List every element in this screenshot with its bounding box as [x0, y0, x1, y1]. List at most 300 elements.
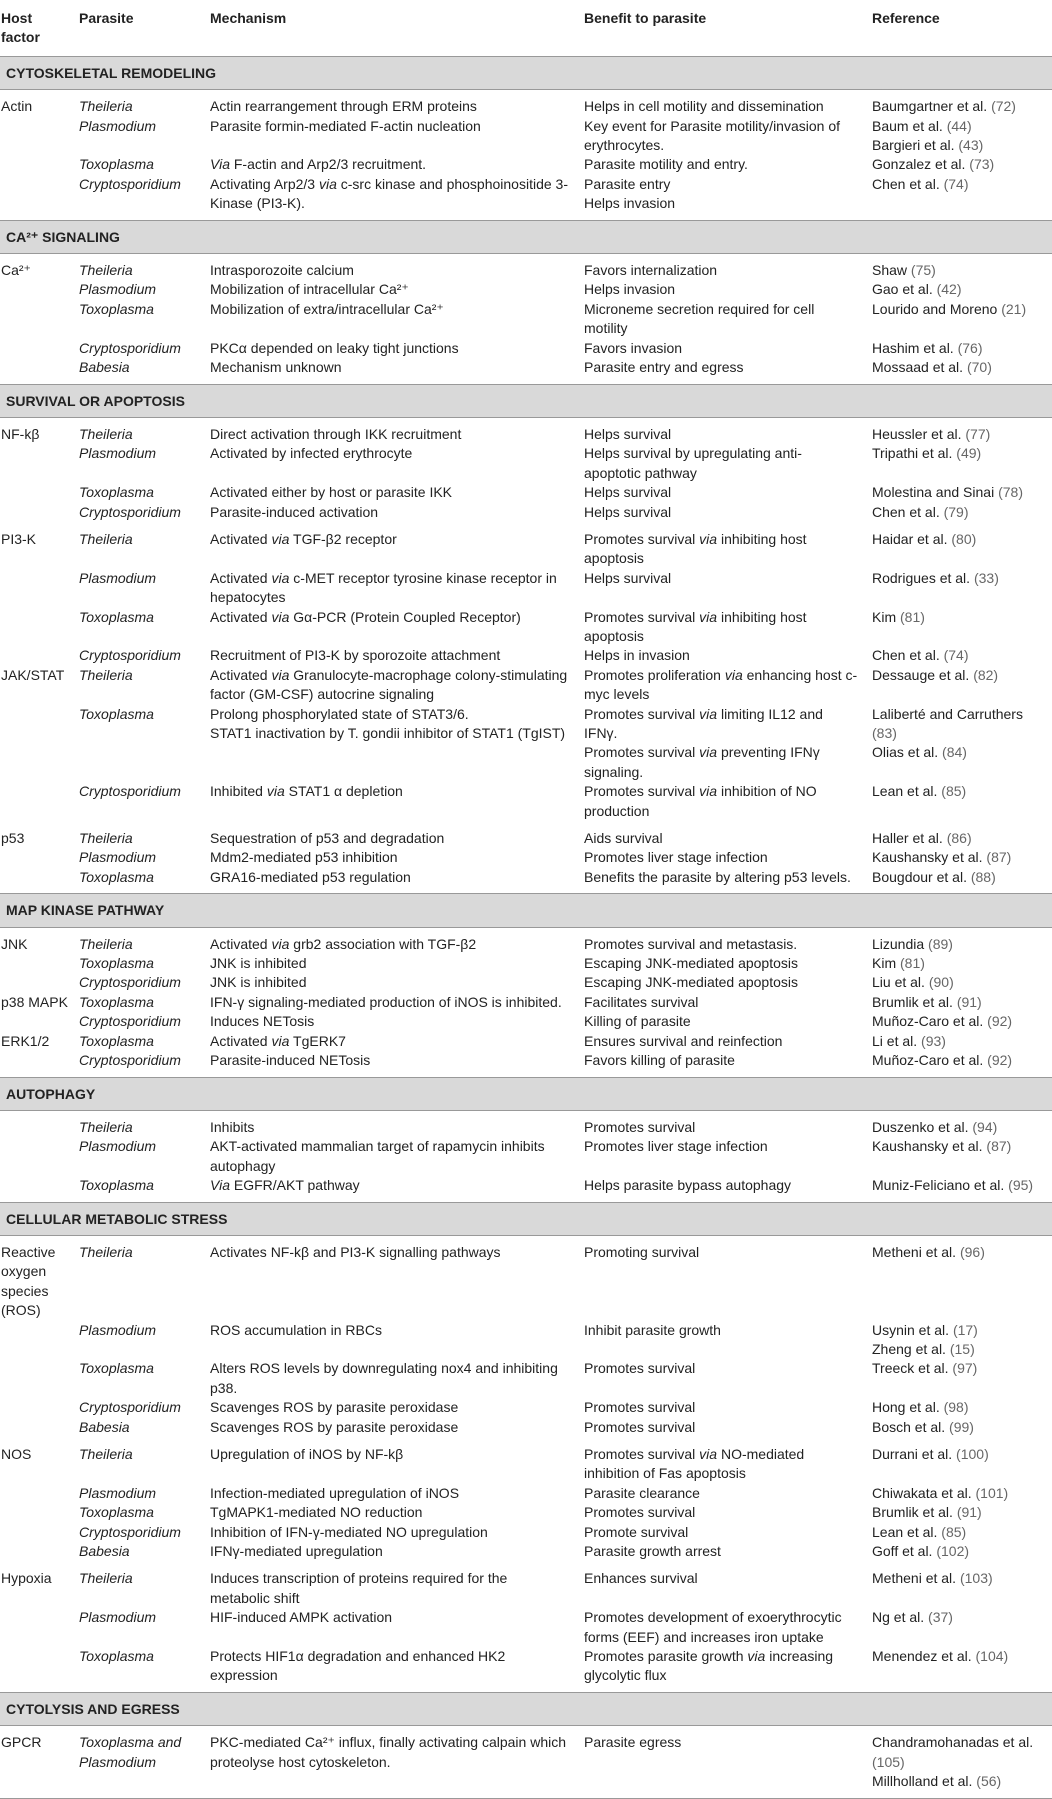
host-factor-cell: [0, 1051, 73, 1077]
reference-number: (85): [941, 783, 967, 800]
table-row: [0, 280, 1052, 299]
reference-author: Chen et al.: [872, 175, 940, 192]
reference-number: (81): [900, 955, 925, 972]
mechanism-cell: Activated via Granulocyte-macrophage colony-stimulating factor (GM-CSF) autocrine signaling: [210, 666, 568, 703]
benefit-cell: Promoting survival: [584, 1243, 700, 1260]
reference-cell: [862, 1608, 1052, 1647]
mechanism-cell: Activated via Gα-PCR (Protein Coupled Receptor): [210, 608, 521, 625]
host-factor-cell: ERK1/2: [1, 1032, 50, 1049]
reference-author: Tripathi et al.: [872, 445, 953, 462]
mechanism-cell: Activated via c-MET receptor tyrosine kinase receptor in hepatocytes: [210, 569, 557, 606]
mechanism-cell: Parasite-induced NETosis: [210, 1052, 371, 1069]
mechanism-cell: PKCα depended on leaky tight junctions: [210, 339, 459, 356]
mechanism-cell: Actin rearrangement through ERM proteins: [210, 98, 477, 115]
benefit-cell: Microneme secretion required for cell motility: [584, 300, 815, 337]
reference-author: Zheng et al.: [872, 1340, 946, 1357]
mechanism-cell: GRA16-mediated p53 regulation: [210, 868, 411, 885]
host-factor-cell: [0, 280, 73, 299]
section-header-row: [0, 1202, 1052, 1235]
table-row: [0, 300, 1052, 339]
reference-number: (102): [936, 1543, 970, 1560]
reference-cell: [862, 848, 1052, 867]
mechanism-cell: Activated via TgERK7: [210, 1032, 346, 1049]
reference-author: Millholland et al.: [872, 1773, 973, 1790]
parasite-cell: Toxoplasma: [79, 868, 154, 885]
parasite-cell: Theileria: [79, 1570, 133, 1587]
reference-author: Usynin et al.: [872, 1321, 950, 1338]
table-row: [0, 522, 1052, 569]
table-body: [0, 56, 1052, 1798]
benefit-cell: Inhibit parasite growth: [584, 1321, 721, 1338]
section-title: CA²⁺ SIGNALING: [0, 220, 1052, 253]
parasite-cell: Plasmodium: [79, 849, 157, 866]
host-factor-cell: [0, 782, 73, 821]
mechanism-cell: Mobilization of extra/intracellular Ca²⁺: [210, 300, 444, 317]
host-factor-cell: [0, 868, 73, 894]
benefit-cell: Benefits the parasite by altering p53 levels.: [584, 868, 851, 885]
reference-number: (91): [956, 993, 982, 1010]
parasite-cell: Cryptosporidium: [79, 503, 181, 520]
reference-number: (93): [921, 1032, 946, 1049]
host-factor-cell: NF-kβ: [1, 425, 40, 442]
mechanism-cell: Activated by infected erythrocyte: [210, 445, 413, 462]
reference-number: (85): [941, 1523, 967, 1540]
reference-number: (76): [957, 339, 983, 356]
host-factor-cell: Hypoxia: [1, 1570, 52, 1587]
reference-number: (72): [991, 98, 1016, 115]
benefit-cell: Ensures survival and reinfection: [584, 1032, 783, 1049]
reference-author: Kim: [872, 608, 897, 625]
section-header-row: [0, 894, 1052, 927]
reference-number: (95): [1008, 1177, 1034, 1194]
benefit-cell: Favors invasion: [584, 339, 683, 356]
reference-number: (17): [952, 1321, 978, 1338]
reference-cell: [862, 1503, 1052, 1522]
table-row: [0, 1523, 1052, 1542]
benefit-cell: Facilitates survival: [584, 993, 699, 1010]
host-factor-cell: [0, 1418, 73, 1437]
reference-cell: [862, 705, 1052, 783]
reference-author: Mossaad et al.: [872, 359, 964, 376]
reference-number: (42): [936, 281, 962, 298]
benefit-cell: Helps survival by upregulating anti-apoptotic pathway: [584, 445, 802, 481]
parasite-cell: Cryptosporidium: [79, 1013, 181, 1030]
benefit-cell: Promote survival: [584, 1523, 689, 1540]
table-row: [0, 175, 1052, 220]
benefit-cell: Promotes survival via inhibiting host apoptosis: [584, 530, 807, 567]
reference-author: Chandramohanadas et al.: [872, 1734, 1034, 1751]
reference-cell: [862, 1542, 1052, 1561]
benefit-cell: Favors internalization: [584, 262, 718, 279]
reference-number: (83): [872, 725, 897, 741]
mechanism-cell: Via EGFR/AKT pathway: [210, 1177, 360, 1194]
host-factor-cell: [0, 1137, 73, 1176]
reference-number: (44): [946, 117, 972, 134]
reference-author: Ng et al.: [872, 1609, 925, 1626]
mechanism-cell: Via F-actin and Arp2/3 recruitment.: [210, 156, 427, 173]
parasite-cell: Babesia: [79, 1543, 130, 1560]
mechanism-cell: IFN-γ signaling-mediated production of iNOS is inhibited.: [210, 993, 562, 1010]
mechanism-cell: JNK is inhibited: [210, 955, 307, 972]
parasite-cell: Theileria: [79, 1446, 133, 1462]
reference-cell: [862, 646, 1052, 665]
parasite-cell: Theileria: [79, 98, 133, 115]
benefit-cell: Promotes survival via inhibition of NO production: [584, 783, 817, 819]
reference-number: (101): [975, 1484, 1009, 1501]
reference-author: Kaushansky et al.: [872, 849, 983, 866]
reference-author: Dessauge et al.: [872, 666, 970, 683]
header-reference: Reference: [862, 0, 1052, 56]
section-title: MAP KINASE PATHWAY: [0, 894, 1052, 927]
reference-number: (105): [872, 1753, 905, 1770]
table-row: [0, 608, 1052, 647]
mechanism-cell: Activating Arp2/3 via c-src kinase and phosphoinositide 3-Kinase (PI3-K).: [210, 175, 568, 212]
parasite-cell: Cryptosporidium: [79, 175, 181, 192]
reference-cell: [862, 1032, 1052, 1051]
table-row: [0, 444, 1052, 483]
reference-number: (33): [973, 569, 999, 586]
parasite-cell: Theileria: [79, 530, 133, 547]
table-row: [0, 954, 1052, 973]
reference-cell: [862, 1561, 1052, 1608]
host-factor-cell: [0, 1503, 73, 1522]
benefit-cell: Key event for Parasite motility/invasion of erythrocytes.: [584, 117, 841, 154]
host-factor-cell: [0, 569, 73, 608]
benefit-cell: Helps in invasion: [584, 647, 690, 664]
reference-number: (92): [987, 1052, 1013, 1069]
parasite-cell: Toxoplasma: [79, 1504, 154, 1521]
table-row: [0, 1359, 1052, 1398]
parasite-cell: Toxoplasma: [79, 1360, 154, 1377]
benefit-cell: Aids survival: [584, 830, 663, 847]
benefit-cell: Helps survival: [584, 503, 672, 520]
reference-cell: [862, 782, 1052, 821]
mechanism-cell: Inhibits: [210, 1118, 255, 1135]
table-row: [0, 1484, 1052, 1503]
benefit-cell: Parasite entry Helps invasion: [584, 175, 676, 212]
host-factor-cell: Ca²⁺: [1, 262, 31, 279]
host-factor-cell: [0, 1608, 73, 1647]
header-mechanism: Mechanism: [199, 0, 574, 56]
mechanism-cell: Activated via grb2 association with TGF-β2: [210, 935, 477, 952]
reference-number: (43): [958, 137, 984, 154]
reference-author: Hong et al.: [872, 1399, 940, 1416]
reference-author: Brumlik et al.: [872, 1504, 953, 1521]
reference-cell: [862, 973, 1052, 992]
benefit-cell: Promotes survival via NO-mediated inhibition of Fas apoptosis: [584, 1446, 805, 1482]
reference-cell: [862, 569, 1052, 608]
table-row: [0, 503, 1052, 522]
table-row: [0, 569, 1052, 608]
reference-number: (81): [900, 608, 925, 625]
reference-cell: [862, 993, 1052, 1012]
reference-number: (98): [943, 1399, 969, 1416]
host-factor-cell: [0, 646, 73, 665]
section-header-row: [0, 1077, 1052, 1110]
reference-cell: [862, 1398, 1052, 1417]
reference-author: Menendez et al.: [872, 1648, 972, 1665]
table-row: [0, 1561, 1052, 1608]
benefit-cell: Parasite clearance: [584, 1484, 700, 1501]
reference-number: (15): [949, 1340, 975, 1357]
reference-number: (73): [969, 156, 995, 173]
reference-cell: [862, 954, 1052, 973]
header-row: [0, 0, 1052, 56]
parasite-cell: Plasmodium: [79, 569, 157, 586]
benefit-cell: Promotes survival: [584, 1418, 696, 1435]
reference-cell: [862, 1359, 1052, 1398]
section-title: SURVIVAL OR APOPTOSIS: [0, 384, 1052, 417]
reference-cell: [862, 1418, 1052, 1437]
reference-number: (96): [959, 1243, 985, 1260]
reference-number: (100): [956, 1446, 989, 1462]
table-row: [0, 483, 1052, 502]
mechanism-cell: Protects HIF1α degradation and enhanced HK2 expression: [210, 1648, 506, 1684]
section-header-row: [0, 56, 1052, 89]
host-factor-cell: [0, 1398, 73, 1417]
reference-cell: [862, 1523, 1052, 1542]
benefit-cell: Escaping JNK-mediated apoptosis: [584, 974, 799, 991]
reference-cell: [862, 1110, 1052, 1137]
table-row: [0, 782, 1052, 821]
parasite-cell: Theileria: [79, 1118, 133, 1135]
mechanism-cell: ROS accumulation in RBCs: [210, 1321, 382, 1338]
reference-cell: [862, 1321, 1052, 1360]
parasite-cell: Theileria: [79, 666, 133, 683]
parasite-cell: Toxoplasma and Plasmodium: [73, 1726, 199, 1798]
mechanism-cell: Sequestration of p53 and degradation: [210, 830, 445, 847]
reference-cell: [862, 1012, 1052, 1031]
parasite-cell: Cryptosporidium: [79, 1399, 181, 1416]
table-row: [0, 1726, 1052, 1798]
reference-number: (49): [956, 445, 982, 462]
reference-number: (104): [975, 1648, 1009, 1665]
table-row: [0, 1137, 1052, 1176]
mechanism-cell: Mechanism unknown: [210, 359, 342, 376]
benefit-cell: Promotes survival: [584, 1399, 696, 1416]
reference-author: Baum et al.: [872, 117, 943, 134]
benefit-cell: Helps survival: [584, 425, 672, 442]
mechanism-cell: Induces transcription of proteins required for the metabolic shift: [210, 1570, 508, 1606]
mechanism-cell: Activated via TGF-β2 receptor: [210, 530, 397, 547]
benefit-cell: Promotes liver stage infection: [584, 849, 768, 866]
table-row: [0, 90, 1052, 117]
host-factor-cell: [0, 175, 73, 220]
mechanism-cell: Recruitment of PI3-K by sporozoite attachment: [210, 647, 501, 664]
section-title: CYTOSKELETAL REMODELING: [0, 56, 1052, 89]
section-header-row: [0, 384, 1052, 417]
reference-author: Chiwakata et al.: [872, 1484, 972, 1501]
parasite-cell: Theileria: [79, 935, 133, 952]
reference-number: (74): [943, 647, 969, 664]
reference-number: (78): [998, 484, 1023, 501]
reference-number: (37): [928, 1609, 953, 1626]
benefit-cell: Promotes parasite growth via increasing glycolytic flux: [584, 1648, 834, 1684]
table-row: [0, 821, 1052, 848]
mechanism-cell: Intrasporozoite calcium: [210, 262, 354, 279]
reference-author: Muniz-Feliciano et al.: [872, 1177, 1005, 1194]
reference-number: (82): [973, 666, 999, 683]
host-factor-cell: [0, 1012, 73, 1031]
reference-number: (21): [1001, 300, 1027, 317]
table-row: [0, 646, 1052, 665]
benefit-cell: Helps survival: [584, 484, 672, 501]
reference-cell: [862, 1437, 1052, 1484]
mechanism-cell: Upregulation of iNOS by NF-kβ: [210, 1446, 404, 1462]
reference-author: Heussler et al.: [872, 425, 962, 442]
host-factor-cell: [0, 848, 73, 867]
table-row: [0, 666, 1052, 705]
mechanism-cell: Mobilization of intracellular Ca²⁺: [210, 281, 409, 298]
reference-author: Bosch et al.: [872, 1418, 946, 1435]
benefit-cell: Parasite entry and egress: [584, 359, 744, 376]
host-factor-cell: PI3-K: [1, 530, 37, 547]
reference-number: (74): [943, 175, 969, 192]
parasite-cell: Toxoplasma: [79, 955, 154, 972]
reference-author: Chen et al.: [872, 647, 940, 664]
parasite-cell: Cryptosporidium: [79, 1052, 181, 1069]
parasite-cell: Toxoplasma: [79, 300, 154, 317]
mechanism-cell: Prolong phosphorylated state of STAT3/6. STAT1 inactivation by T. gondii inhibitor of STAT1 (TgIST): [210, 705, 566, 741]
host-factor-cell: NOS: [1, 1446, 32, 1462]
parasite-cell: Toxoplasma: [79, 156, 154, 173]
benefit-cell: Helps invasion: [584, 281, 676, 298]
mechanism-cell: Direct activation through IKK recruitment: [210, 425, 462, 442]
parasite-cell: Plasmodium: [79, 1609, 157, 1626]
reference-number: (84): [942, 744, 967, 761]
host-factor-cell: p38 MAPK: [1, 993, 68, 1010]
parasite-cell: Theileria: [79, 262, 133, 279]
section-header-row: [0, 1692, 1052, 1725]
reference-author: Chen et al.: [872, 503, 940, 520]
table-row: [0, 417, 1052, 444]
reference-number: (77): [965, 425, 991, 442]
benefit-cell: Escaping JNK-mediated apoptosis: [584, 955, 799, 972]
parasite-cell: Cryptosporidium: [79, 339, 181, 356]
header-host-factor: Host factor: [0, 0, 73, 56]
reference-number: (90): [928, 974, 954, 991]
benefit-cell: Promotes proliferation via enhancing host c-myc levels: [584, 666, 858, 703]
mechanism-cell: Inhibition of IFN-γ-mediated NO upregulation: [210, 1523, 488, 1540]
host-factor-cell: [0, 155, 73, 174]
reference-number: (88): [970, 868, 996, 885]
benefit-cell: Promotes development of exoerythrocytic forms (EEF) and increases iron uptake: [584, 1609, 842, 1645]
reference-cell: [862, 358, 1052, 384]
reference-author: Goff et al.: [872, 1543, 933, 1560]
reference-author: Baumgartner et al.: [872, 98, 988, 115]
benefit-cell: Killing of parasite: [584, 1013, 691, 1030]
table-row: [0, 868, 1052, 894]
reference-cell: [862, 155, 1052, 174]
table-row: [0, 1542, 1052, 1561]
reference-cell: [862, 821, 1052, 848]
host-factor-cell: [0, 483, 73, 502]
host-factor-cell: [0, 973, 73, 992]
reference-author: Metheni et al.: [872, 1243, 957, 1260]
parasite-cell: Cryptosporidium: [79, 647, 181, 664]
reference-number: (103): [959, 1570, 993, 1587]
reference-author: Bargieri et al.: [872, 137, 955, 154]
host-factor-cell: [0, 503, 73, 522]
benefit-cell: Helps in cell motility and dissemination: [584, 98, 824, 115]
host-factor-cell: [0, 1176, 73, 1202]
host-factor-cell: [0, 444, 73, 483]
mechanism-cell: Scavenges ROS by parasite peroxidase: [210, 1418, 459, 1435]
reference-cell: [862, 483, 1052, 502]
mechanism-cell: Parasite formin-mediated F-actin nucleation: [210, 117, 481, 134]
reference-cell: [862, 339, 1052, 358]
mechanism-cell: Parasite-induced activation: [210, 503, 379, 520]
reference-cell: [862, 503, 1052, 522]
table-row: [0, 1235, 1052, 1320]
parasite-cell: Plasmodium: [79, 281, 157, 298]
benefit-cell: Parasite egress: [574, 1726, 862, 1798]
reference-cell: [862, 1137, 1052, 1176]
reference-cell: [862, 608, 1052, 647]
reference-author: Bougdour et al.: [872, 868, 967, 885]
reference-author: Haidar et al.: [872, 530, 948, 547]
reference-author: Muñoz-Caro et al.: [872, 1052, 984, 1069]
reference-author: Molestina and Sinai: [872, 484, 995, 501]
host-factor-cell: JNK: [1, 935, 28, 952]
host-factor-cell: [0, 300, 73, 339]
reference-author: Laliberté and Carruthers: [872, 705, 1023, 722]
parasite-cell: Plasmodium: [79, 1321, 157, 1338]
benefit-cell: Promotes survival: [584, 1360, 696, 1377]
table-row: [0, 1647, 1052, 1692]
table-row: [0, 1437, 1052, 1484]
parasite-cell: Toxoplasma: [79, 1177, 154, 1194]
reference-number: (97): [952, 1360, 978, 1377]
reference-author: Gonzalez et al.: [872, 156, 966, 173]
header-parasite: Parasite: [73, 0, 199, 56]
mechanism-cell: IFNγ-mediated upregulation: [210, 1543, 383, 1560]
host-factor-cell: [0, 1542, 73, 1561]
reference-cell: [862, 666, 1052, 705]
host-factor-cell: Actin: [1, 98, 33, 115]
reference-author: Rodrigues et al.: [872, 569, 971, 586]
section-title: CELLULAR METABOLIC STRESS: [0, 1202, 1052, 1235]
host-factor-cell: [0, 608, 73, 647]
parasite-cell: Cryptosporidium: [79, 974, 181, 991]
benefit-cell: Favors killing of parasite: [584, 1052, 735, 1069]
host-factor-cell: [0, 1523, 73, 1542]
benefit-cell: Parasite motility and entry.: [584, 156, 748, 173]
benefit-cell: Helps parasite bypass autophagy: [584, 1177, 792, 1194]
table-row: [0, 1418, 1052, 1437]
reference-author: Gao et al.: [872, 281, 933, 298]
table-row: [0, 339, 1052, 358]
reference-author: Olias et al.: [872, 744, 939, 761]
reference-number: (75): [910, 262, 936, 279]
reference-author: Li et al.: [872, 1032, 918, 1049]
parasite-cell: Plasmodium: [79, 117, 157, 134]
reference-number: (80): [951, 530, 977, 547]
reference-author: Metheni et al.: [872, 1570, 957, 1587]
parasite-cell: Toxoplasma: [79, 993, 154, 1010]
reference-cell: [862, 1726, 1052, 1798]
mechanism-cell: AKT-activated mammalian target of rapamycin inhibits autophagy: [210, 1138, 545, 1174]
reference-cell: [862, 300, 1052, 339]
host-factor-cell: [0, 1484, 73, 1503]
table-row: [0, 254, 1052, 281]
parasite-cell: Cryptosporidium: [79, 1523, 181, 1540]
benefit-cell: Enhances survival: [584, 1570, 698, 1587]
mechanism-cell: Mdm2-mediated p53 inhibition: [210, 849, 398, 866]
table-row: [0, 1051, 1052, 1077]
host-factor-cell: [0, 954, 73, 973]
mechanism-cell: Inhibited via STAT1 α depletion: [210, 783, 403, 800]
